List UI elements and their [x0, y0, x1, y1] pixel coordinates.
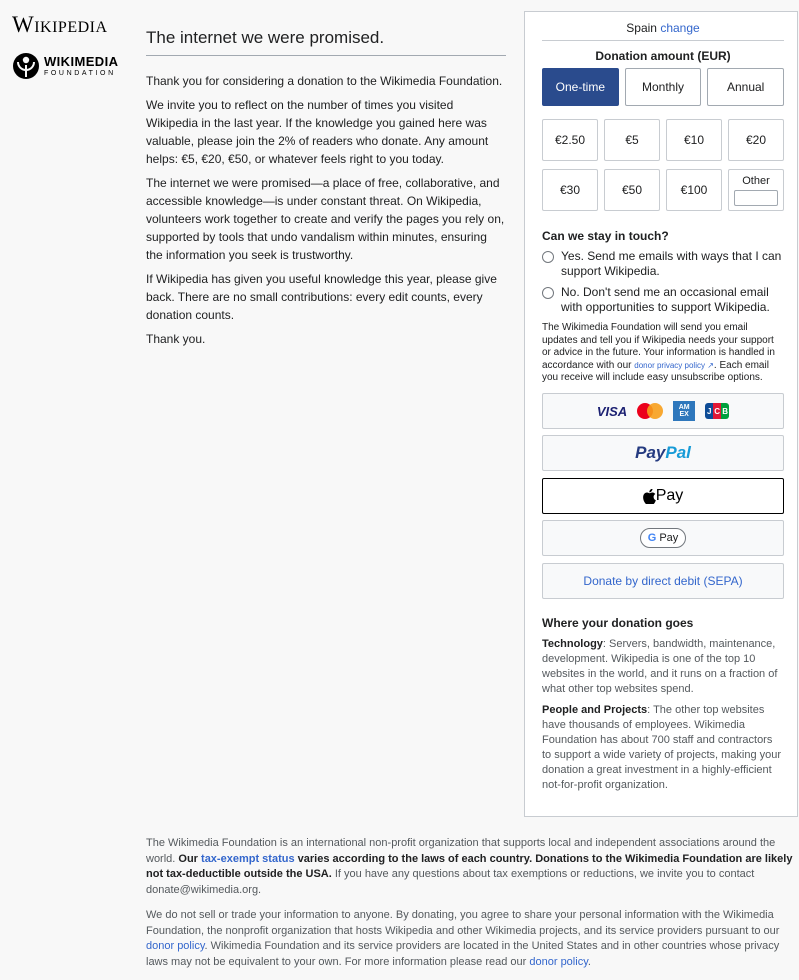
footer-text: We do not sell or trade your information to anyone. By donating, you agree to share your personal information with the Wikimedia Foundation, the nonprofit organization that hosts Wikipedia and other Wikimedia projects, and its service providers pursuant to our	[146, 909, 780, 937]
footer-text: .	[587, 955, 591, 968]
foundation-wordmark: FOUNDATION	[44, 70, 116, 77]
apple-pay-button[interactable]	[542, 478, 784, 514]
wikimedia-foundation-logo[interactable]	[12, 52, 118, 80]
amount-option-button[interactable]: €30	[542, 169, 598, 211]
paypal-button[interactable]	[542, 435, 784, 471]
footer-text: If you have any questions about tax exemptions or reductions, we invite you to contact donate@wikimedia.org.	[146, 868, 755, 896]
frequency-one-time-button[interactable]: One-time	[542, 68, 619, 106]
jcb-letter: J	[705, 403, 713, 419]
google-g-icon: G	[647, 532, 657, 544]
amount-option-button[interactable]: €2.50	[542, 119, 598, 161]
appeal-paragraph: If Wikipedia has given you useful knowledge this year, please give back. There are no small contributions: every edit counts, every donation counts.	[146, 272, 497, 322]
appeal-paragraph: We invite you to reflect on the number of times you visited Wikipedia in the last year. If the knowledge you gained here was valuable, please join the 2% of readers who donate. Any amount helps: €5, €20, €50, or whatever feels right to you today.	[146, 98, 489, 166]
people-projects-text: : The other top websites have thousands of employees. Wikimedia Foundation has about 700 staff and contractors to support a wide variety of projects, making your donation a great investment in a highly-efficient not-for-profit organization.	[542, 704, 782, 791]
frequency-annual-button[interactable]: Annual	[707, 68, 784, 106]
appeal-paragraph: Thank you for considering a donation to the Wikimedia Foundation.	[146, 74, 503, 88]
amount-option-button[interactable]: €20	[728, 119, 784, 161]
visa-icon: VISA	[596, 403, 628, 419]
apple-icon	[643, 489, 656, 504]
people-projects-label: People and Projects	[542, 704, 648, 716]
footer-text: Our	[178, 852, 202, 865]
email-opt-in-no-label: No. Don't send me an occasional email with opportunities to support Wikipedia.	[561, 285, 770, 314]
amount-options-row	[542, 119, 784, 161]
donation-amount-heading: Donation amount (EUR)	[595, 49, 731, 63]
country-name: Spain	[626, 21, 657, 35]
country-selector	[542, 21, 784, 41]
legal-footer	[146, 836, 794, 980]
footer-text: . Wikimedia Foundation and its service providers are located in the United States and in other countries whose privacy laws may not be equivalent to your own. For more information please read our	[146, 940, 780, 968]
google-pay-badge	[640, 528, 687, 548]
email-notice-text: . Each email you receive will include easy unsubscribe options.	[542, 359, 769, 383]
email-opt-in-yes-radio[interactable]	[542, 249, 784, 279]
mastercard-icon	[637, 403, 663, 419]
privacy-notice	[146, 908, 794, 970]
card-payment-button[interactable]	[542, 393, 784, 429]
paypal-logo-part: Pay	[635, 443, 666, 462]
paypal-logo-part: Pal	[665, 443, 691, 462]
footer-text: The Wikimedia Foundation is an international non-profit organization that supports local and independent associations around the world.	[146, 837, 776, 865]
amex-icon: AM EX	[673, 401, 695, 421]
email-opt-in-yes-label: Yes. Send me emails with ways that I can support Wikipedia.	[561, 249, 782, 278]
appeal-paragraph: Thank you.	[146, 332, 206, 346]
technology-text: : Servers, bandwidth, maintenance, development. Wikipedia is one of the top 10 websites in the world, and it runs on a fraction of what other top websites spend.	[542, 638, 778, 695]
other-amount-option[interactable]	[728, 169, 784, 211]
change-country-link[interactable]: change	[660, 21, 700, 35]
technology-info	[542, 637, 784, 697]
email-notice-text: The Wikimedia Foundation will send you email updates and tell you if Wikipedia needs your support or advice in the future. Your information is handled in accordance with our	[542, 322, 775, 371]
people-projects-info	[542, 703, 784, 793]
amount-option-button[interactable]: €10	[666, 119, 722, 161]
page-title: The internet we were promised.	[146, 28, 506, 56]
donor-policy-link[interactable]: donor policy	[146, 940, 205, 952]
radio-circle[interactable]	[542, 287, 554, 299]
google-pay-button[interactable]	[542, 520, 784, 556]
amount-options-row	[542, 169, 784, 211]
donor-privacy-policy-link[interactable]: donor privacy policy ↗	[634, 360, 714, 370]
amount-option-button[interactable]: €100	[666, 169, 722, 211]
technology-label: Technology	[542, 638, 603, 650]
email-opt-in-no-radio[interactable]	[542, 285, 784, 315]
frequency-selector	[542, 68, 784, 106]
wikimedia-wordmark: WIKIMEDIA	[44, 54, 119, 69]
jcb-letter: C	[713, 403, 721, 419]
jcb-icon	[705, 403, 729, 419]
amount-option-button[interactable]: €50	[604, 169, 660, 211]
donation-form	[524, 11, 798, 817]
donor-policy-link[interactable]: donor policy	[529, 955, 588, 968]
footer-text: varies according to the laws of each country. Donations to the Wikimedia Foundation are likely not tax-deductible outside the USA.	[146, 852, 793, 880]
email-notice	[542, 322, 784, 385]
wikimedia-icon	[12, 52, 40, 80]
jcb-letter: B	[721, 403, 729, 419]
where-donation-goes-heading: Where your donation goes	[542, 616, 694, 630]
sepa-direct-debit-button[interactable]: Donate by direct debit (SEPA)	[542, 563, 784, 599]
stay-in-touch-heading: Can we stay in touch?	[542, 229, 669, 243]
appeal-paragraph: The internet we were promised—a place of free, collaborative, and accessible knowledge—is under constant threat. On Wikipedia, volunteers work together to create and verify the pages you rely on, supported by tools that undo vandalism within minutes, ensuring the information you seek is trustworthy.	[146, 176, 505, 262]
amount-option-button[interactable]: €5	[604, 119, 660, 161]
apple-pay-label: Pay	[655, 487, 684, 504]
google-pay-label: Pay	[656, 532, 679, 544]
tax-notice	[146, 836, 794, 898]
tax-exempt-status-link[interactable]: tax-exempt status	[201, 852, 295, 865]
radio-circle[interactable]	[542, 251, 554, 263]
other-amount-label: Other	[742, 175, 770, 187]
wikipedia-logo[interactable]: Wikipedia	[12, 12, 108, 37]
appeal-content	[146, 14, 506, 354]
frequency-monthly-button[interactable]: Monthly	[625, 68, 702, 106]
other-amount-input[interactable]	[734, 190, 778, 206]
